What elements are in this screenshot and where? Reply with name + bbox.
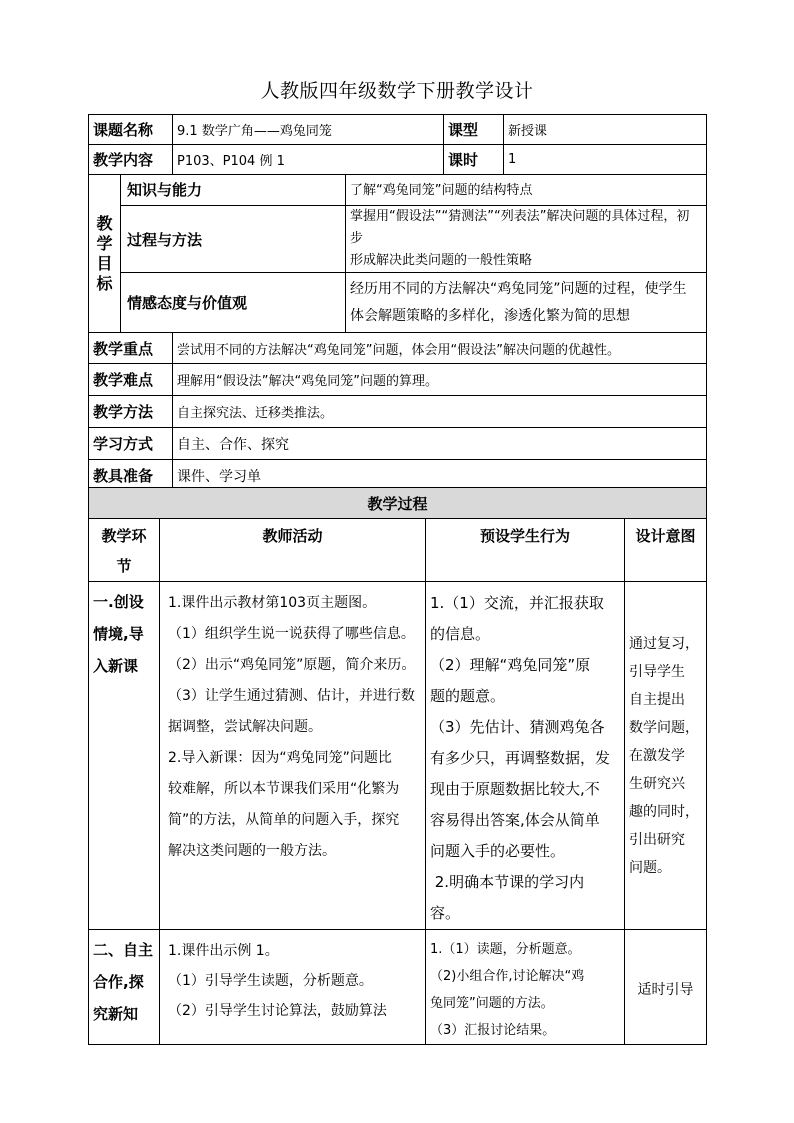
stage1-student-line: 容易得出答案,体会从简单 bbox=[430, 811, 600, 829]
goal-attitude-name: 情感态度与价值观 bbox=[121, 273, 346, 333]
stage1-teacher-line: 2.导入新课：因为“鸡兔同笼”问题比 bbox=[168, 750, 392, 766]
goals-label-char: 学 bbox=[96, 233, 113, 253]
stage-header-line: 教学环 bbox=[101, 527, 147, 545]
stage1-intent-line: 自主提出 bbox=[629, 691, 685, 708]
stage1-name-line: 入新课 bbox=[93, 657, 139, 675]
method-value: 自主探究法、迁移类推法。 bbox=[173, 396, 707, 428]
key-point-label: 教学重点 bbox=[89, 333, 173, 364]
stage1-teacher-line: 据调整，尝试解决问题。 bbox=[168, 719, 322, 735]
stage2-student bbox=[426, 930, 625, 1045]
stage2-teacher-line: 1.课件出示例 1。 bbox=[168, 943, 279, 959]
stage1-teacher-line: 1.课件出示教材第103页主题图。 bbox=[168, 595, 377, 611]
goal-attitude-line: 经历用不同的方法解决“鸡兔同笼”问题的过程，使学生 bbox=[350, 280, 687, 297]
stage1-intent-line: 引导学生 bbox=[629, 663, 685, 680]
stage2-teacher-line: （1）引导学生读题，分析题意。 bbox=[168, 973, 373, 989]
stage1-student-line: （2）理解“鸡兔同笼”原 bbox=[430, 656, 591, 674]
stage2-name-line: 二、自主 bbox=[93, 941, 154, 959]
method-label: 教学方法 bbox=[89, 396, 173, 428]
stage2-student-line: 兔同笼”问题的方法。 bbox=[430, 996, 554, 1011]
stage1-teacher-line: 解决这类问题的一般方法。 bbox=[168, 843, 336, 859]
goals-label-char: 目 bbox=[96, 253, 113, 273]
hours-value: 1 bbox=[504, 145, 707, 175]
type-value: 新授课 bbox=[504, 115, 707, 145]
stage1-student-line: 题的题意。 bbox=[430, 687, 506, 705]
stage1-intent-line: 生研究兴 bbox=[629, 775, 685, 792]
stage1-intent-line: 引出研究 bbox=[629, 831, 685, 848]
materials-label: 教具准备 bbox=[89, 460, 173, 492]
goals-label-char: 标 bbox=[96, 273, 113, 293]
stage1-student-line: （3）先估计、猜测鸡兔各 bbox=[430, 718, 605, 736]
stage1-student-line: 容。 bbox=[430, 904, 461, 922]
content-value: P103、P104 例 1 bbox=[173, 145, 444, 175]
stage1-intent-line: 通过复习， bbox=[629, 635, 699, 652]
stage-header-line: 节 bbox=[116, 557, 132, 575]
stage1-teacher-line: （3）让学生通过猜测、估计，并进行数 bbox=[168, 688, 415, 704]
stage1-teacher-line: （2）出示“鸡兔同笼”原题，简介来历。 bbox=[168, 657, 416, 673]
goal-process-text bbox=[346, 206, 707, 273]
goal-knowledge-text: 了解“鸡兔同笼”问题的结构特点 bbox=[346, 175, 707, 206]
key-point-value: 尝试用不同的方法解决“鸡兔同笼”问题，体会用“假设法”解决问题的优越性。 bbox=[173, 333, 707, 364]
difficulty-label: 教学难点 bbox=[89, 364, 173, 396]
stage2-name bbox=[89, 930, 160, 1045]
materials-value: 课件、学习单 bbox=[173, 460, 707, 492]
teaching-process-table bbox=[88, 487, 707, 1045]
stage1-teacher-line: 简”的方法，从简单的问题入手，探究 bbox=[168, 812, 400, 828]
goal-process-name: 过程与方法 bbox=[121, 206, 346, 273]
process-title: 教学过程 bbox=[89, 488, 707, 519]
learning-style-label: 学习方式 bbox=[89, 428, 173, 460]
stage1-student bbox=[426, 582, 625, 930]
goals-label bbox=[89, 175, 121, 333]
hours-label: 课时 bbox=[444, 145, 504, 175]
content-label: 教学内容 bbox=[89, 145, 173, 175]
stage1-student-line: 1.（1）交流，并汇报获取 bbox=[430, 594, 604, 612]
stage1-teacher bbox=[160, 582, 426, 930]
stage1-name bbox=[89, 582, 160, 930]
stage2-intent-line: 适时引导 bbox=[637, 982, 694, 998]
stage1-student-line: 现由于原题数据比较大,不 bbox=[430, 780, 600, 798]
stage1-student-line: 有多少只，再调整数据，发 bbox=[430, 749, 611, 767]
goal-attitude-text bbox=[346, 273, 707, 333]
stage2-name-line: 合作,探 bbox=[93, 973, 144, 991]
stage1-student-line: 问题入手的必要性。 bbox=[430, 842, 566, 860]
stage1-teacher-line: 较难解，所以本节课我们采用“化繁为 bbox=[168, 781, 400, 797]
stage1-name-line: 一.创设 bbox=[93, 593, 144, 611]
stage2-student-line: 1.（1）读题，分析题意。 bbox=[430, 942, 581, 957]
stage1-intent-line: 问题。 bbox=[629, 859, 671, 876]
goals-label-char: 教 bbox=[96, 213, 113, 233]
stage1-intent-line: 趣的同时， bbox=[629, 803, 699, 820]
goal-process-line: 掌握用“假设法”“猜测法”“列表法”解决问题的具体过程，初步 bbox=[350, 209, 690, 246]
stage1-student-line: 的信息。 bbox=[430, 625, 491, 643]
stage2-name-line: 究新知 bbox=[93, 1005, 139, 1023]
stage1-intent bbox=[625, 582, 707, 930]
difficulty-value: 理解用“假设法”解决“鸡兔同笼”问题的算理。 bbox=[173, 364, 707, 396]
stage-header bbox=[89, 519, 160, 582]
page-title: 人教版四年级数学下册教学设计 bbox=[260, 80, 534, 102]
stage1-intent-line: 数学问题， bbox=[629, 719, 699, 736]
stage2-student-line: （2)小组合作,讨论解决“鸡 bbox=[430, 969, 585, 984]
goal-process-line: 形成解决此类问题的一般性策略 bbox=[350, 253, 533, 268]
stage2-teacher-line: （2）引导学生讨论算法，鼓励算法 bbox=[168, 1003, 387, 1019]
lesson-info-table bbox=[88, 114, 707, 492]
teacher-header: 教师活动 bbox=[160, 519, 426, 582]
intent-header: 设计意图 bbox=[625, 519, 707, 582]
stage2-teacher bbox=[160, 930, 426, 1045]
topic-label: 课题名称 bbox=[89, 115, 173, 145]
student-header: 预设学生行为 bbox=[426, 519, 625, 582]
stage1-student-line: 2.明确本节课的学习内 bbox=[430, 873, 585, 891]
learning-style-value: 自主、合作、探究 bbox=[173, 428, 707, 460]
topic-value: 9.1 数学广角——鸡兔同笼 bbox=[173, 115, 444, 145]
goal-knowledge-name: 知识与能力 bbox=[121, 175, 346, 206]
type-label: 课型 bbox=[444, 115, 504, 145]
stage1-name-line: 情境,导 bbox=[93, 625, 144, 643]
stage1-intent-line: 在激发学 bbox=[629, 747, 685, 764]
stage2-student-line: （3）汇报讨论结果。 bbox=[430, 1023, 556, 1038]
stage2-intent bbox=[625, 930, 707, 1045]
goal-attitude-line: 体会解题策略的多样化，渗透化繁为简的思想 bbox=[350, 307, 631, 324]
stage1-teacher-line: （1）组织学生说一说获得了哪些信息。 bbox=[168, 626, 415, 642]
